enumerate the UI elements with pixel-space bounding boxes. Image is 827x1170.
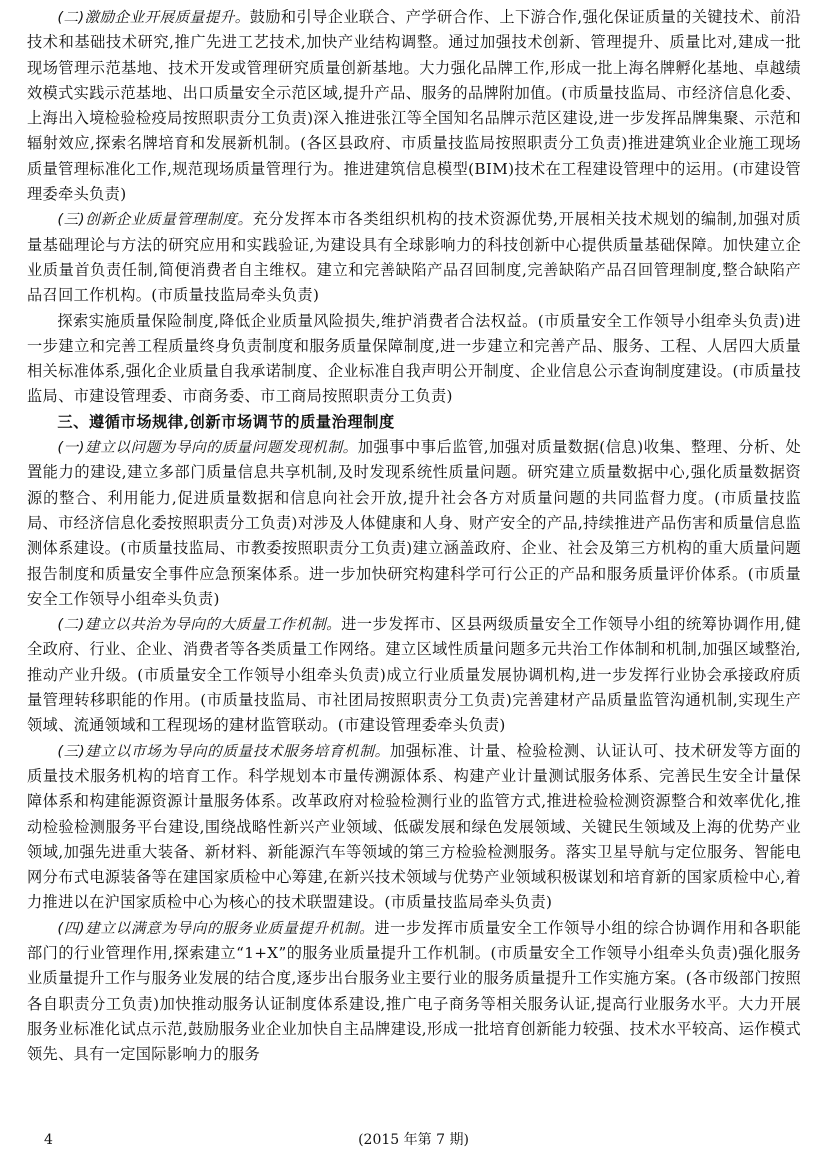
paragraph-lead: (一)建立以问题为导向的质量问题发现机制。 [57, 439, 358, 457]
paragraph-quality-insurance [27, 309, 801, 410]
paragraph-co-governance-mechanism [27, 612, 801, 738]
paragraph-service-quality-mechanism [27, 916, 801, 1068]
issue-label: (2015 年第 7 期) [358, 1132, 469, 1148]
paragraph-lead: (三)建立以市场为导向的质量技术服务培育机制。 [57, 742, 390, 760]
page-footer [0, 1126, 827, 1152]
paragraph-text: 充分发挥本市各类组织机构的技术资源优势,开展相关技术规划的编制,加强对质量基础理论与方法的研究应用和实践验证,为建设具有全球影响力的科技创新中心提供质量基础保障。加快建立企业质量首负责任制,简便消费者自主维权。建立和完善缺陷产品召回制度,完善缺陷产品召回管理制度,整合缺陷产品召回工作机构。(市质量技监局牵头负责) [27, 210, 801, 305]
paragraph-text: 探索实施质量保险制度,降低企业质量风险损失,维护消费者合法权益。(市质量安全工作领导小组牵头负责)进一步建立和完善工程质量终身负责制度和服务质量保障制度,进一步建立和完善产品、服务、工程、人居四大质量相关标准体系,强化企业质量自我承诺制度、企业标准自我声明公开制度、企业信息公示查询制度建设。(市质量技监局、市建设管理委、市商务委、市工商局按照职责分工负责) [27, 311, 801, 406]
paragraph-technical-service-mechanism [27, 739, 801, 916]
document-body [27, 5, 801, 1067]
paragraph-problem-discovery-mechanism [27, 435, 801, 612]
paragraph-lead: (三)创新企业质量管理制度。 [57, 211, 253, 229]
paragraph-lead: (二)激励企业开展质量提升。 [57, 9, 250, 26]
paragraph-innovate-management-system [27, 207, 801, 308]
paragraph-text: 进一步发挥市质量安全工作领导小组的综合协调作用和各职能部门的行业管理作用,探索建立“1+X”的服务业质量提升工作机制。(市质量安全工作领导小组牵头负责)强化服务业质量提升工作与服务业发展的结合度,逐步出台服务业主要行业的服务质量提升工作实施方案。(各市级部门按照各自职责分工负责)加快推动服务认证制度体系建设,推广电子商务等相关服务认证,提高行业服务水平。大力开展服务业标准化试点示范,鼓励服务业企业加快自主品牌建设,形成一批培育创新能力较强、技术水平较高、运作模式领先、具有一定国际影响力的服务 [27, 918, 801, 1064]
paragraph-lead: (二)建立以共治为导向的大质量工作机制。 [57, 616, 342, 634]
paragraph-text: 加强事中事后监管,加强对质量数据(信息)收集、整理、分析、处置能力的建设,建立多部门质量信息共享机制,及时发现系统性质量问题。研究建立质量数据中心,强化质量数据资源的整合、利用能力,促进质量数据和信息向社会开放,提升社会各方对质量问题的共同监督力度。(市质量技监局、市经济信息化委按照职责分工负责)对涉及人体健康和人身、财产安全的产品,持续推进产品伤害和质量信息监测体系建设。(市质量技监局、市教委按照职责分工负责)建立涵盖政府、企业、社会及第三方机构的重大质量问题报告制度和质量安全事件应急预案体系。进一步加快研究构建科学可行公正的产品和服务质量评价体系。(市质量安全工作领导小组牵头负责) [27, 438, 801, 608]
paragraph-text: 加强标准、计量、检验检测、认证认可、技术研发等方面的质量技术服务机构的培育工作。科学规划本市量传溯源体系、构建产业计量测试服务体系、完善民生安全计量保障体系和构建能源资源计量服务体系。改革政府对检验检测行业的监管方式,推进检验检测资源整合和效率优化,推动检验检测服务平台建设,围绕战略性新兴产业领域、低碳发展和绿色发展领域、关键民生领域及上海的优势产业领域,加强先进重大装备、新材料、新能源汽车等领域的第三方检验检测服务。落实卫星导航与定位服务、智能电网分布式电源装备等在建国家质检中心筹建,在新兴技术领域与优势产业领域积极谋划和培育新的国家质检中心,着力推进以在沪国家质检中心为核心的技术联盟建设。(市质量技监局牵头负责) [27, 741, 801, 912]
paragraph-text: 进一步发挥市、区县两级质量安全工作领导小组的统筹协调作用,健全政府、行业、企业、消费者等各类质量工作网络。建立区域性质量问题多元共治工作体制和机制,加强区域整治,推动产业升级。(市质量安全工作领导小组牵头负责)成立行业质量发展协调机构,进一步发挥行业协会承接政府质量管理转移职能的作用。(市质量技监局、市社团局按照职责分工负责)完善建材产品质量监管沟通机制,实现生产领域、流通领域和工程现场的建材监管联动。(市建设管理委牵头负责) [27, 615, 802, 735]
paragraph-text: 鼓励和引导企业联合、产学研合作、上下游合作,强化保证质量的关键技术、前沿技术和基础技术研究,推广先进工艺技术,加快产业结构调整。通过加强技术创新、管理提升、质量比对,建成一批现场管理示范基地、技术开发或管理研究质量创新基地。大力强化品牌工作,形成一批上海名牌孵化基地、卓越绩效模式实践示范基地、出口质量安全示范区域,提升产品、服务的品牌附加值。(市质量技监局、市经济信息化委、上海出入境检验检疫局按照职责分工负责)深入推进张江等全国知名品牌示范区建设,进一步发挥品牌集聚、示范和辐射效应,探索名牌培育和发展新机制。(各区县政府、市质量技监局按照职责分工负责)推进建筑业企业施工现场质量管理标准化工作,规范现场质量管理行为。推进建筑信息模型(BIM)技术在工程建设管理中的运用。(市建设管理委牵头负责) [27, 8, 801, 204]
paragraph-encourage-quality-improvement [27, 5, 801, 207]
paragraph-lead: (四)建立以满意为导向的服务业质量提升机制。 [57, 919, 375, 937]
page-number: 4 [44, 1132, 53, 1148]
section-heading: 三、遵循市场规律,创新市场调节的质量治理制度 [57, 412, 395, 431]
